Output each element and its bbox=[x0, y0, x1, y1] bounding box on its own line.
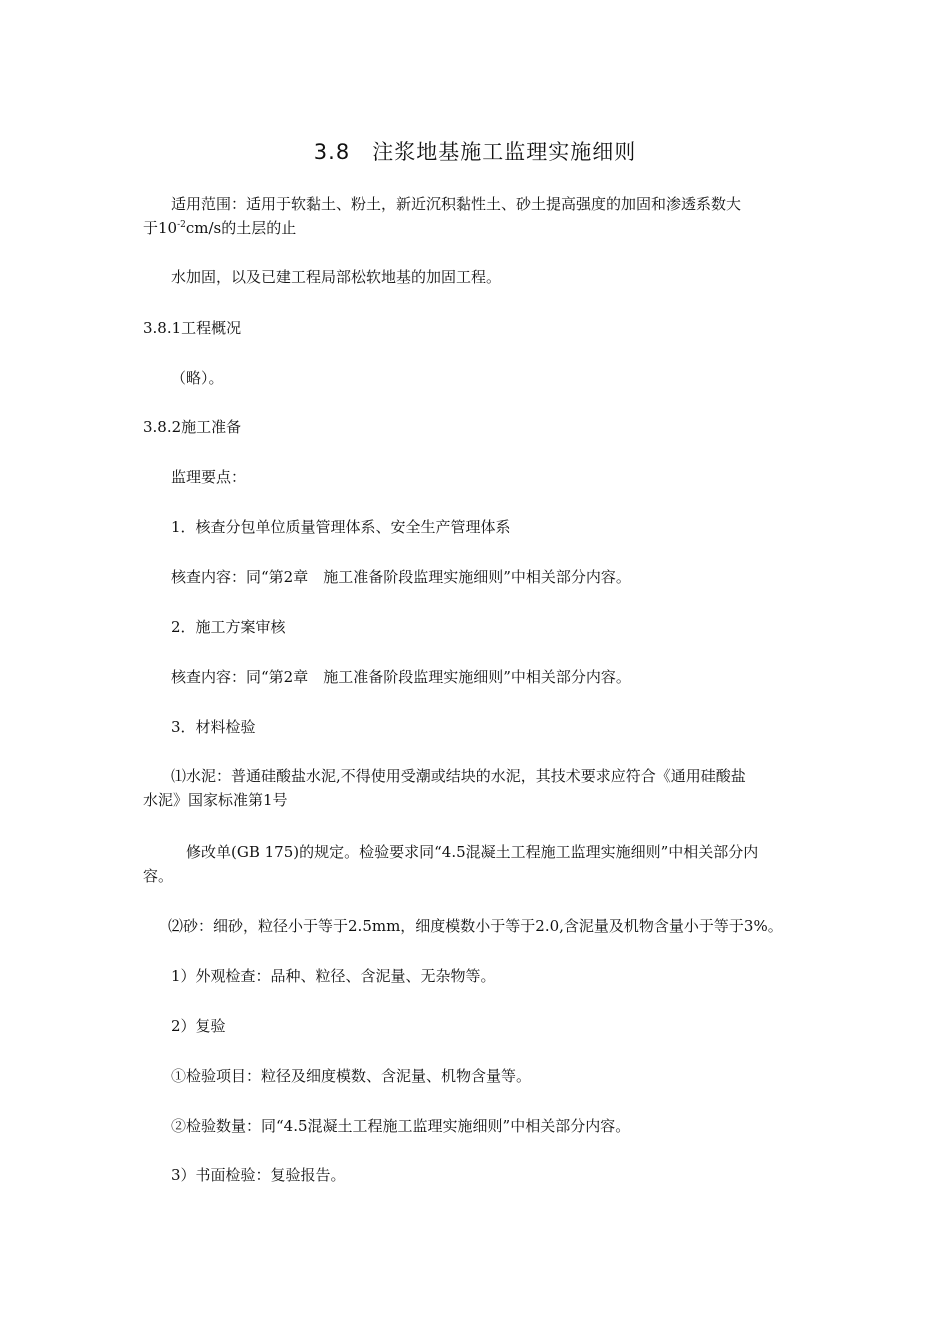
scope-line-3: 水加固，以及已建工程局部松软地基的加固工程。 bbox=[171, 268, 502, 286]
item-1-heading: 1．核查分包单位质量管理体系、安全生产管理体系 bbox=[171, 518, 511, 536]
section-heading-382: 3.8.2施工准备 bbox=[143, 418, 242, 436]
scope-line-2-post: cm/s的土层的止 bbox=[185, 219, 297, 237]
sand-retest-quantity: ②检验数量：同“4.5混凝土工程施工监理实施细则”中相关部分内容。 bbox=[171, 1117, 631, 1135]
scope-line-1: 适用范围：适用于软黏土、粉土，新近沉积黏性土、砂土提高强度的加固和渗透系数大 bbox=[171, 195, 742, 213]
scope-line-2-pre: 于10 bbox=[143, 219, 178, 237]
sand-retest: 2）复验 bbox=[171, 1017, 226, 1035]
item-3-heading: 3．材料检验 bbox=[171, 718, 256, 736]
cement-line-3: 修改单(GB 175)的规定。检验要求同“4.5混凝土工程施工监理实施细则”中相关部分内 bbox=[186, 843, 759, 861]
sand-retest-items: ①检验项目：粒径及细度模数、含泥量、机物含量等。 bbox=[171, 1067, 532, 1085]
cement-line-2: 水泥》国家标准第1号 bbox=[143, 791, 288, 809]
sand-requirement: ⑵砂：细砂，粒径小于等于2.5mm，细度模数小于等于2.0,含泥量及机物含量小于等于3%。 bbox=[168, 917, 783, 935]
supervision-points-label: 监理要点： bbox=[171, 468, 247, 486]
section-heading-381: 3.8.1工程概况 bbox=[143, 319, 242, 337]
scope-line-2 bbox=[143, 216, 296, 240]
scope-line-2-exponent: -2 bbox=[177, 220, 186, 230]
item-1-body: 核查内容：同“第2章 施工准备阶段监理实施细则”中相关部分内容。 bbox=[171, 568, 631, 586]
item-2-heading: 2．施工方案审核 bbox=[171, 618, 286, 636]
item-2-body: 核查内容：同“第2章 施工准备阶段监理实施细则”中相关部分内容。 bbox=[171, 668, 631, 686]
section-381-body: （略）。 bbox=[171, 369, 224, 387]
sand-written-check: 3）书面检验：复验报告。 bbox=[171, 1166, 346, 1184]
cement-line-4: 容。 bbox=[143, 867, 174, 885]
cement-line-1: ⑴水泥：普通硅酸盐水泥,不得使用受潮或结块的水泥，其技术要求应符合《通用硅酸盐 bbox=[171, 767, 746, 785]
sand-visual-check: 1）外观检查：品种、粒径、含泥量、无杂物等。 bbox=[171, 967, 496, 985]
page-title: 3.8 注浆地基施工监理实施细则 bbox=[313, 140, 637, 164]
